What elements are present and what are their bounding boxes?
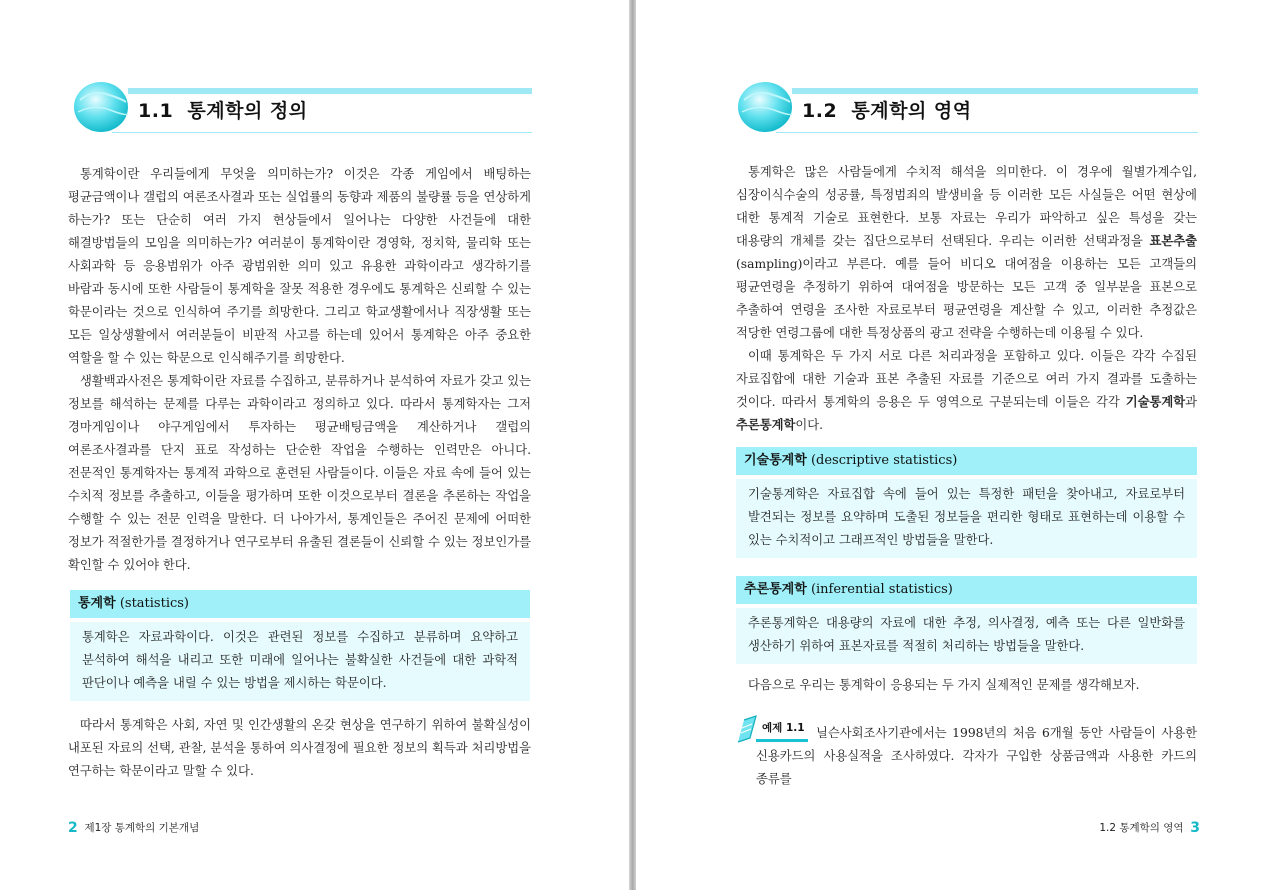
right-body-text <box>736 161 1197 437</box>
right-page <box>636 0 1271 890</box>
page-number: 2 <box>68 820 78 836</box>
paragraph: 생활백과사전은 통계학이란 자료를 수집하고, 분류하거나 분석하여 자료가 갖고 있는 정보를 해석하는 문제를 다루는 과학이라고 정의하고 있다. 따라서 통계학자는 그저 경마게임이나 야구게임에서 투자하는 평균배팅금액을 계산하거나 갤럽의 여론조사결과를 단지 표로 작성하는 단순한 작업을 수행하는 인력만은 아니다. 전문적인 통계학자는 통계적 과학으로 훈련된 사람들이다. 이들은 자료 속에 들어 있는 수치적 정보를 추출하고, 이들을 평가하며 또한 이것으로부터 결론을 추론하는 작업을 수행할 수 있는 전문 인력을 말한다. 더 나아가서, 통계인들은 주어진 문제에 어떠한 정보가 적절한가를 결정하거나 연구로부터 유출된 결론들이 신뢰할 수 있는 정보인가를 확인할 수 있어야 한다. <box>68 374 531 572</box>
globe-orb-icon <box>72 80 134 136</box>
definition-text: 기술통계학은 자료집합 속에 들어 있는 특정한 패턴을 찾아내고, 자료로부터 발견되는 정보를 요약하며 도출된 정보들을 편리한 형태로 표현하는데 이용할 수 있는 수치적이고 그래프적인 방법들을 말한다. <box>736 479 1197 558</box>
example-label: 예제 1.1 <box>762 722 805 734</box>
section-heading-1-1 <box>72 78 532 138</box>
definition-heading: 기술통계학 (descriptive statistics) <box>736 447 1197 475</box>
definition-heading: 통계학 (statistics) <box>70 590 530 618</box>
section-title: 1.1 통계학의 정의 <box>138 100 308 122</box>
definition-heading: 추론통계학 (inferential statistics) <box>736 576 1197 604</box>
paragraph: 이때 통계학은 두 가지 서로 다른 처리과정을 포함하고 있다. 이들은 각각 수집된 자료집합에 대한 기술과 표본 추출된 자료를 기준으로 여러 가지 결과를 도출하는 것이다. 따라서 통계학의 응용은 두 영역으로 구분되는데 이들은 각각 기술통계학과 추론통계학이다. <box>736 349 1197 432</box>
paragraph: 닐슨사회조사기관에서는 1998년의 처음 6개월 동안 사람들이 사용한 신용카드의 사용실적을 조사하였다. 각자가 구입한 상품금액과 사용한 카드의 종류를 <box>756 726 1197 786</box>
definition-box-statistics <box>70 590 530 701</box>
paragraph: 통계학은 많은 사람들에게 수치적 해석을 의미한다. 이 경우에 월별가계수입, 심장이식수술의 성공률, 특정범죄의 발생비율 등 이러한 모든 사실들은 어떤 현상에 대한 통계적 기술로 표현한다. 보통 자료는 우리가 파악하고 싶은 특성을 갖는 대용량의 개체를 갖는 집단으로부터 선택된다. 우리는 이러한 선택과정을 표본추출(sampling)이라고 부른다. 예를 들어 비디오 대여점을 이용하는 모든 고객들의 평균연령을 추정하기 위하여 대여점을 방문하는 모든 고객 중 일부분을 표본으로 추출하여 연령을 조사한 자료로부터 평균연령을 계산할 수 있고, 이러한 추정값은 적당한 연령그룹에 대한 특정상품의 광고 전략을 수행하는데 이용될 수 있다. <box>736 165 1197 340</box>
left-body-text <box>68 163 531 577</box>
section-running-title: 1.2 통계학의 영역 <box>1099 822 1184 834</box>
section-title: 1.2 통계학의 영역 <box>802 100 972 122</box>
page-number: 3 <box>1190 820 1200 836</box>
section-heading-1-2 <box>736 78 1198 138</box>
page-footer-right <box>1099 820 1200 836</box>
paragraph: 다음으로 우리는 통계학이 응용되는 두 가지 실제적인 문제를 생각해보자. <box>748 678 1140 692</box>
chapter-title: 제1장 통계학의 기본개념 <box>84 822 200 834</box>
closing-text <box>68 714 531 783</box>
paragraph: 통계학이란 우리들에게 무엇을 의미하는가? 이것은 각종 게임에서 배팅하는 평균금액이나 갤럽의 여론조사결과 또는 실업률의 동향과 제품의 불량률 등을 연상하게 하는가? 또는 단순히 여러 가지 현상들에서 일어나는 다양한 사건들에 대한 해결방법들의 모임을 의미하는가? 여러분이 통계학이란 경영학, 정치학, 물리학 또는 사회과학 등 응용범위가 아주 광범위한 의미 있고 유용한 과학이라고 생각하기를 바람과 동시에 또한 사람들이 통계학을 잘못 적용한 경우에도 통계학은 신뢰할 수 있는 학문이라는 것으로 인식하여 주기를 희망한다. 그리고 학교생활에서나 직장생활 또는 모든 일상생활에서 여러분들이 비판적 사고를 하는데 있어서 통계학은 아주 중요한 역할을 할 수 있는 학문으로 인식해주기를 희망한다. <box>68 167 531 365</box>
definition-box-descriptive <box>736 447 1197 558</box>
definition-box-inferential <box>736 576 1197 664</box>
definition-text: 추론통계학은 대용량의 자료에 대한 추정, 의사결정, 예측 또는 다른 일반화를 생산하기 위하여 표본자료를 적절히 처리하는 방법들을 말한다. <box>736 608 1197 664</box>
transition-text <box>736 674 1197 697</box>
page-footer-left <box>68 820 199 836</box>
paragraph: 따라서 통계학은 사회, 자연 및 인간생활의 온갖 현상을 연구하기 위하여 불확실성이 내포된 자료의 선택, 관찰, 분석을 통하여 의사결정에 필요한 정보의 획득과 처리방법을 연구하는 학문이라고 말할 수 있다. <box>68 718 531 778</box>
definition-text: 통계학은 자료과학이다. 이것은 관련된 정보를 수집하고 분류하며 요약하고 분석하여 해석을 내리고 또한 미래에 일어나는 불확실한 사건들에 대한 과학적 판단이나 예측을 내릴 수 있는 방법을 제시하는 학문이다. <box>70 622 530 701</box>
left-page <box>0 0 629 890</box>
book-gutter <box>629 0 636 890</box>
example-text <box>756 722 1197 791</box>
globe-orb-icon <box>736 80 798 136</box>
